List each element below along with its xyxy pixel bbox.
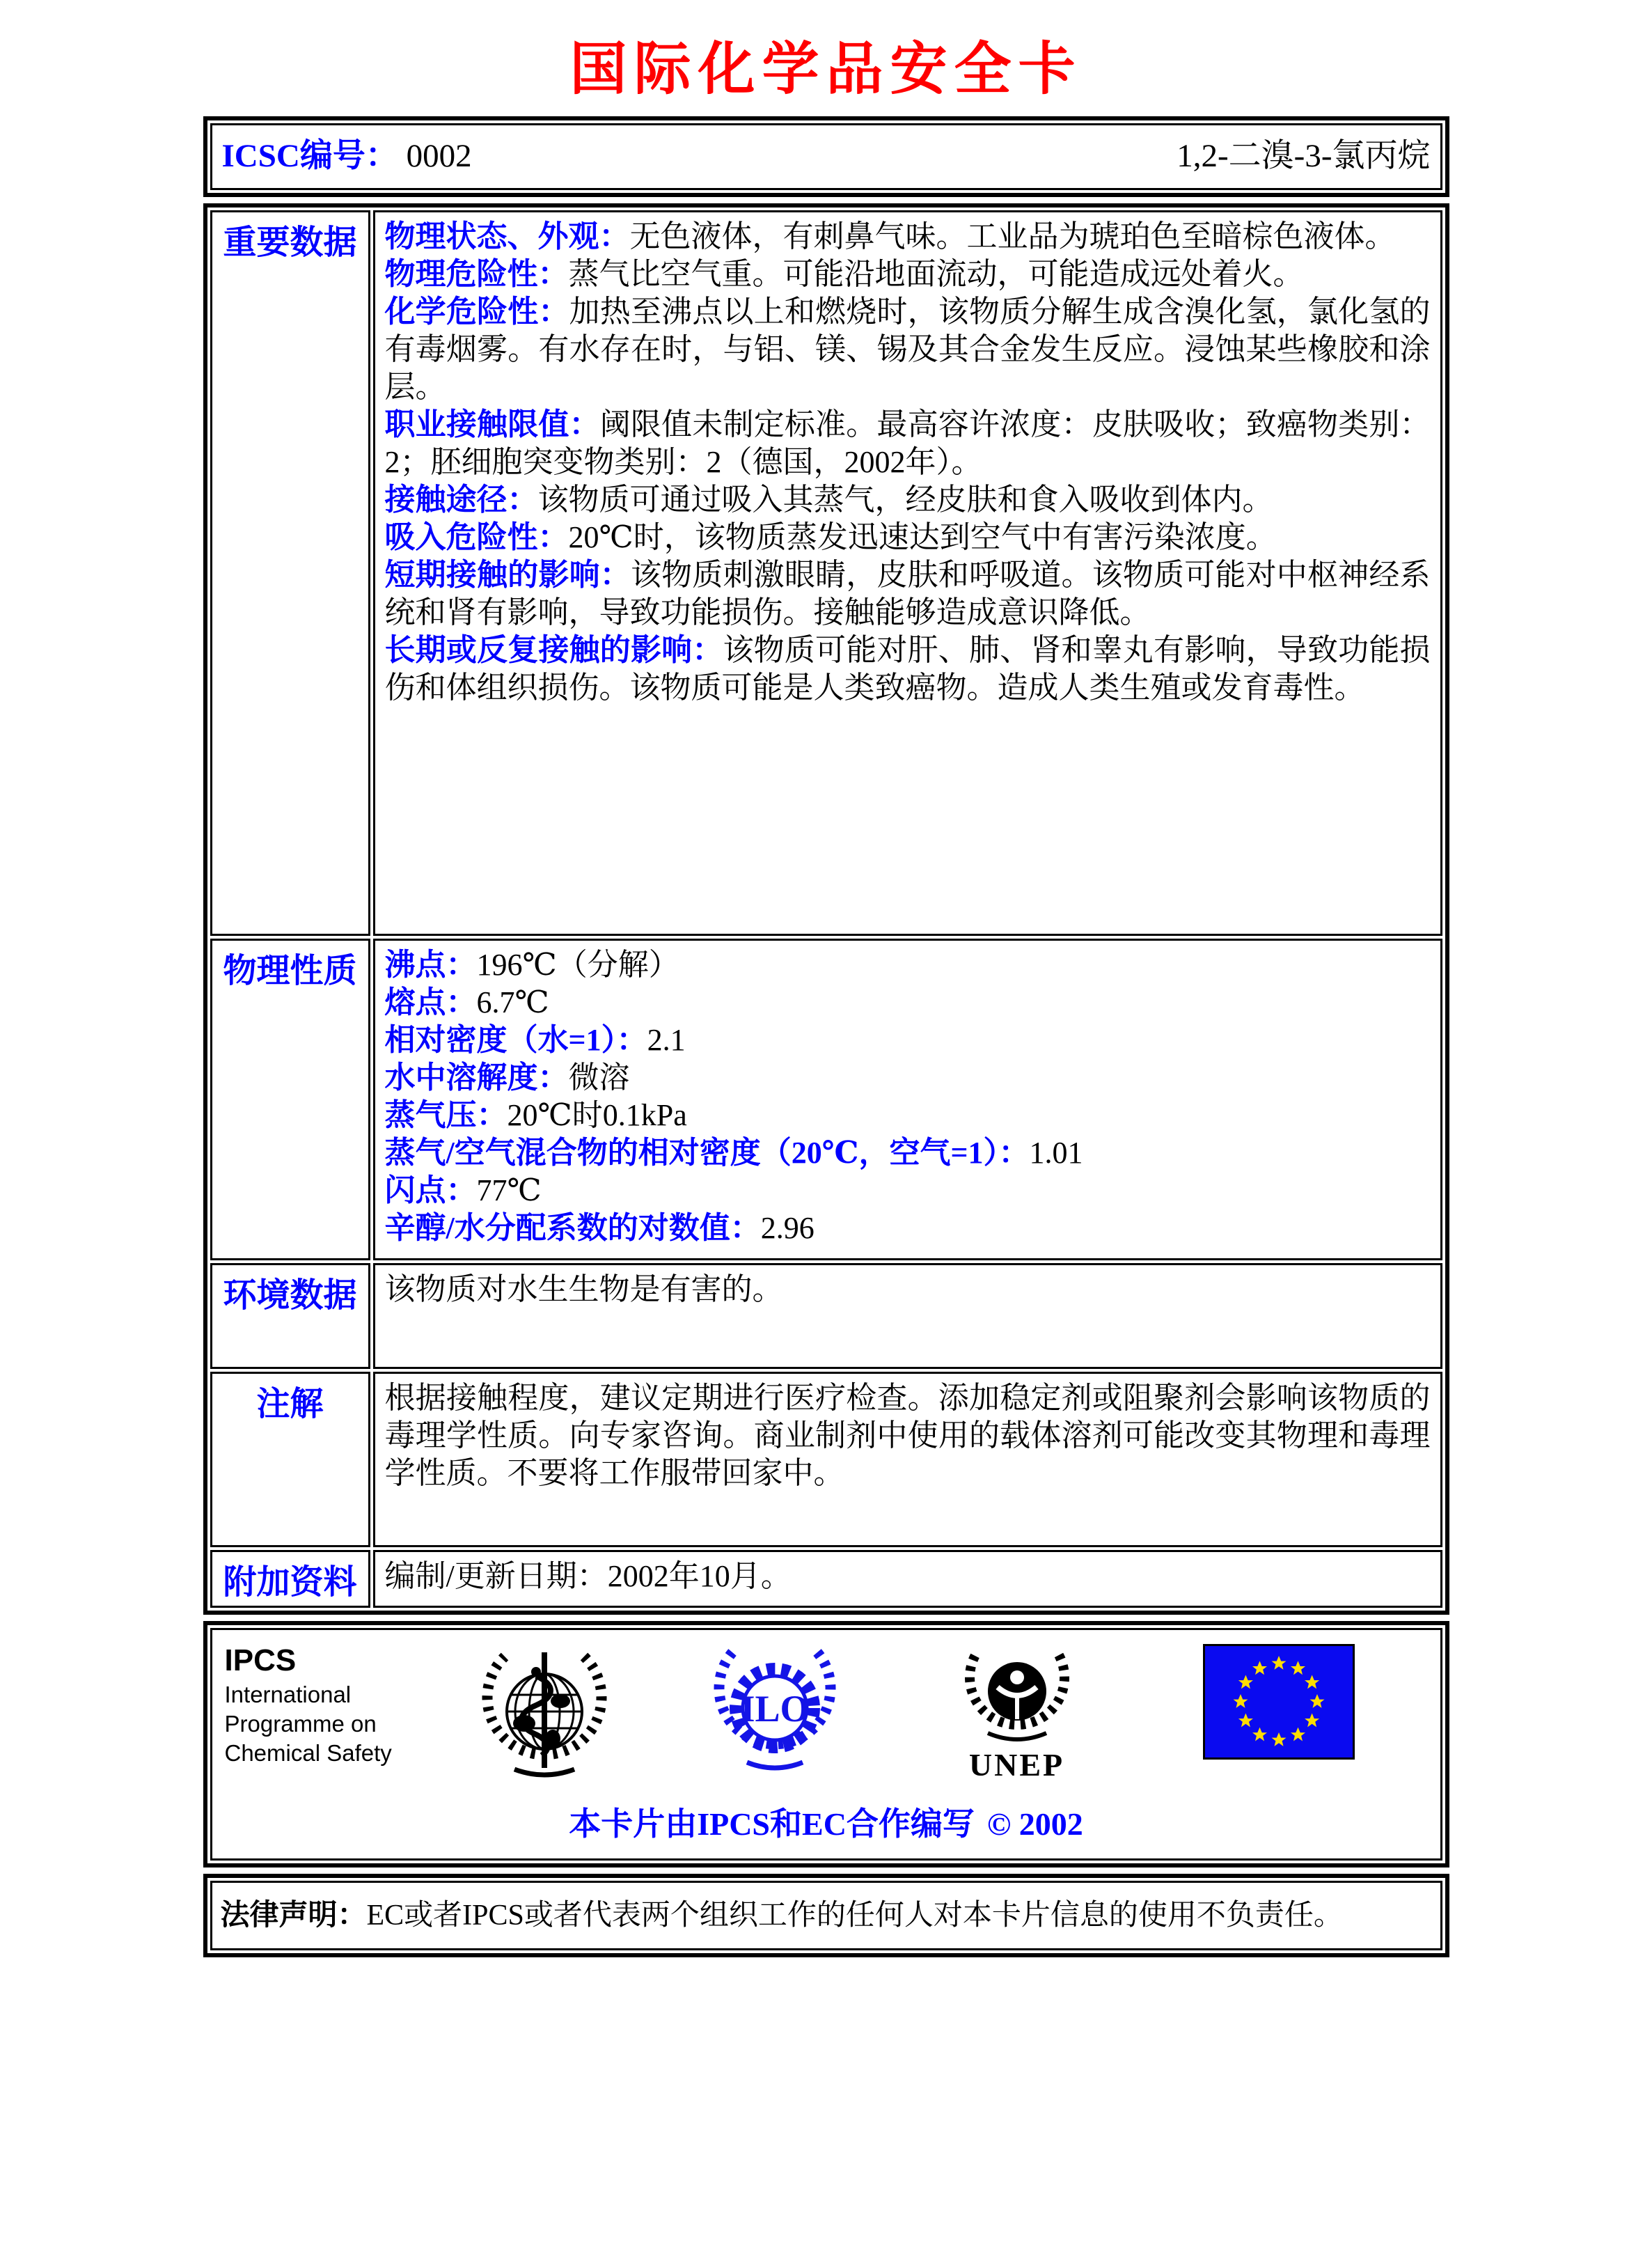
field-value: 加热至沸点以上和燃烧时，该物质分解生成含溴化氢，氯化氢的有毒烟雾。有水存在时，与铝、镁、锡及其合金发生反应。浸蚀某些橡胶和涂层。 xyxy=(384,295,1431,404)
field-value: 蒸气比空气重。可能沿地面流动，可能造成远处着火。 xyxy=(568,257,1304,291)
legal-notice-text: EC或者IPCS或者代表两个组织工作的任何人对本卡片信息的使用不负责任。 xyxy=(366,1900,1343,1932)
section-label-physical: 物理性质 xyxy=(210,939,370,1260)
ipcs-line: Chemical Safety xyxy=(224,1740,392,1766)
field-row xyxy=(385,1172,1431,1209)
ilo-logo-text: ILO xyxy=(739,1688,810,1730)
field-label: 接触途径： xyxy=(384,483,538,517)
field-row xyxy=(385,984,1431,1021)
legal-notice-row xyxy=(210,1881,1442,1950)
field-row xyxy=(385,556,1431,632)
ipcs-acronym: IPCS xyxy=(224,1643,297,1677)
who-logo-icon xyxy=(481,1641,608,1786)
field-row xyxy=(385,632,1431,707)
field-label: 物理状态、外观： xyxy=(384,219,630,253)
field-value: 该物质可能对肝、肺、肾和睾丸有影响，导致功能损伤和体组织损伤。该物质可能是人类致癌物。造成人类生殖或发育毒性。 xyxy=(384,633,1431,705)
field-label: 短期接触的影响： xyxy=(384,558,631,592)
field-value: 该物质可通过吸入其蒸气，经皮肤和食入吸收到体内。 xyxy=(537,483,1273,517)
field-value: 196℃（分解） xyxy=(476,948,679,982)
field-value: 20℃时，该物质蒸发迅速达到空气中有害污染浓度。 xyxy=(568,520,1277,554)
section-label-important: 重要数据 xyxy=(210,210,370,936)
field-row xyxy=(385,481,1431,519)
field-label: 闪点： xyxy=(384,1173,477,1207)
field-label: 熔点： xyxy=(384,985,477,1019)
field-value: 阈限值未制定标准。最高容许浓度：皮肤吸收；致癌物类别：2；胚细胞突变物类别：2（德国，2002年）。 xyxy=(384,407,1431,479)
field-value: 该物质刺激眼睛，皮肤和呼吸道。该物质可能对中枢神经系统和肾有影响，导致功能损伤。接触能够造成意识降低。 xyxy=(384,558,1431,629)
field-value: 无色液体，有刺鼻气味。工业品为琥珀色至暗棕色液体。 xyxy=(629,219,1396,253)
section-important-data xyxy=(210,210,1442,936)
section-physical-properties xyxy=(210,939,1442,1260)
footer-caption xyxy=(219,1799,1433,1845)
section-label-notes: 注解 xyxy=(210,1372,370,1547)
main-table xyxy=(203,203,1449,1615)
section-environmental-data xyxy=(210,1263,1442,1369)
footer-copyright: © 2002 xyxy=(986,1806,1083,1842)
section-label-environment: 环境数据 xyxy=(210,1263,370,1369)
section-additional-info xyxy=(210,1550,1442,1608)
field-label: 化学危险性： xyxy=(384,295,569,329)
field-row xyxy=(385,256,1431,293)
unep-block xyxy=(951,1641,1083,1783)
field-value: 2.96 xyxy=(760,1211,815,1245)
section-content-important xyxy=(373,210,1442,936)
ipcs-line: International xyxy=(224,1682,352,1707)
field-row xyxy=(385,1059,1431,1097)
legal-notice-label: 法律声明： xyxy=(220,1900,367,1932)
icsc-number-field xyxy=(222,130,472,176)
page-title: 国际化学品安全卡 xyxy=(569,38,1083,101)
field-row xyxy=(385,946,1431,984)
field-row xyxy=(385,1209,1431,1247)
field-row xyxy=(385,1097,1431,1134)
legal-table xyxy=(203,1874,1449,1957)
chemical-name: 1,2-二溴-3-氯丙烷 xyxy=(1177,138,1431,174)
icsc-number-label: ICSC编号： xyxy=(221,138,398,174)
field-label: 蒸气压： xyxy=(384,1098,508,1132)
field-label: 长期或反复接触的影响： xyxy=(384,633,723,667)
section-label-additional: 附加资料 xyxy=(210,1550,370,1608)
field-value: 20℃时0.1kPa xyxy=(507,1098,687,1132)
field-label: 蒸气/空气混合物的相对密度（20℃，空气=1）： xyxy=(384,1136,1030,1170)
field-value: 77℃ xyxy=(476,1173,542,1207)
field-row xyxy=(385,1021,1431,1059)
field-value: 1.01 xyxy=(1029,1136,1083,1170)
footer-table xyxy=(203,1621,1449,1867)
section-content-notes: 根据接触程度，建议定期进行医疗检查。添加稳定剂或阻聚剂会影响该物质的毒理学性质。向专家咨询。商业制剂中使用的载体溶剂可能改变其物理和毒理学性质。不要将工作服带回家中。 xyxy=(373,1372,1442,1547)
section-content-environment: 该物质对水生生物是有害的。 xyxy=(373,1263,1442,1369)
icsc-number-value: 0002 xyxy=(406,138,472,174)
section-content-physical xyxy=(373,939,1442,1260)
ilo-logo-icon xyxy=(709,1641,841,1778)
card-body xyxy=(203,116,1449,1957)
ipcs-line: Programme on xyxy=(224,1711,377,1737)
field-label: 相对密度（水=1）： xyxy=(384,1023,647,1057)
unep-logo-text: UNEP xyxy=(968,1747,1065,1783)
field-row xyxy=(385,293,1431,406)
field-row xyxy=(385,406,1431,481)
header-row xyxy=(210,123,1442,190)
field-value: 6.7℃ xyxy=(476,985,549,1019)
field-label: 物理危险性： xyxy=(384,257,569,291)
section-notes xyxy=(210,1372,1442,1547)
field-value: 微溶 xyxy=(568,1060,630,1095)
field-row xyxy=(385,218,1431,256)
ipcs-block xyxy=(225,1641,399,1768)
footer-caption-text: 本卡片由IPCS和EC合作编写 xyxy=(569,1806,975,1842)
field-row xyxy=(385,1134,1431,1172)
footer-logos-row xyxy=(210,1628,1442,1861)
field-label: 吸入危险性： xyxy=(384,520,569,554)
field-label: 辛醇/水分配系数的对数值： xyxy=(384,1211,761,1245)
field-label: 职业接触限值： xyxy=(384,407,600,441)
field-label: 水中溶解度： xyxy=(384,1060,569,1095)
eu-flag-icon xyxy=(1203,1644,1355,1760)
field-row xyxy=(385,519,1431,556)
header-table xyxy=(203,116,1449,197)
field-value: 2.1 xyxy=(647,1023,686,1057)
field-label: 沸点： xyxy=(384,948,477,982)
unep-logo-icon xyxy=(957,1641,1077,1747)
section-content-additional: 编制/更新日期：2002年10月。 xyxy=(373,1550,1442,1608)
